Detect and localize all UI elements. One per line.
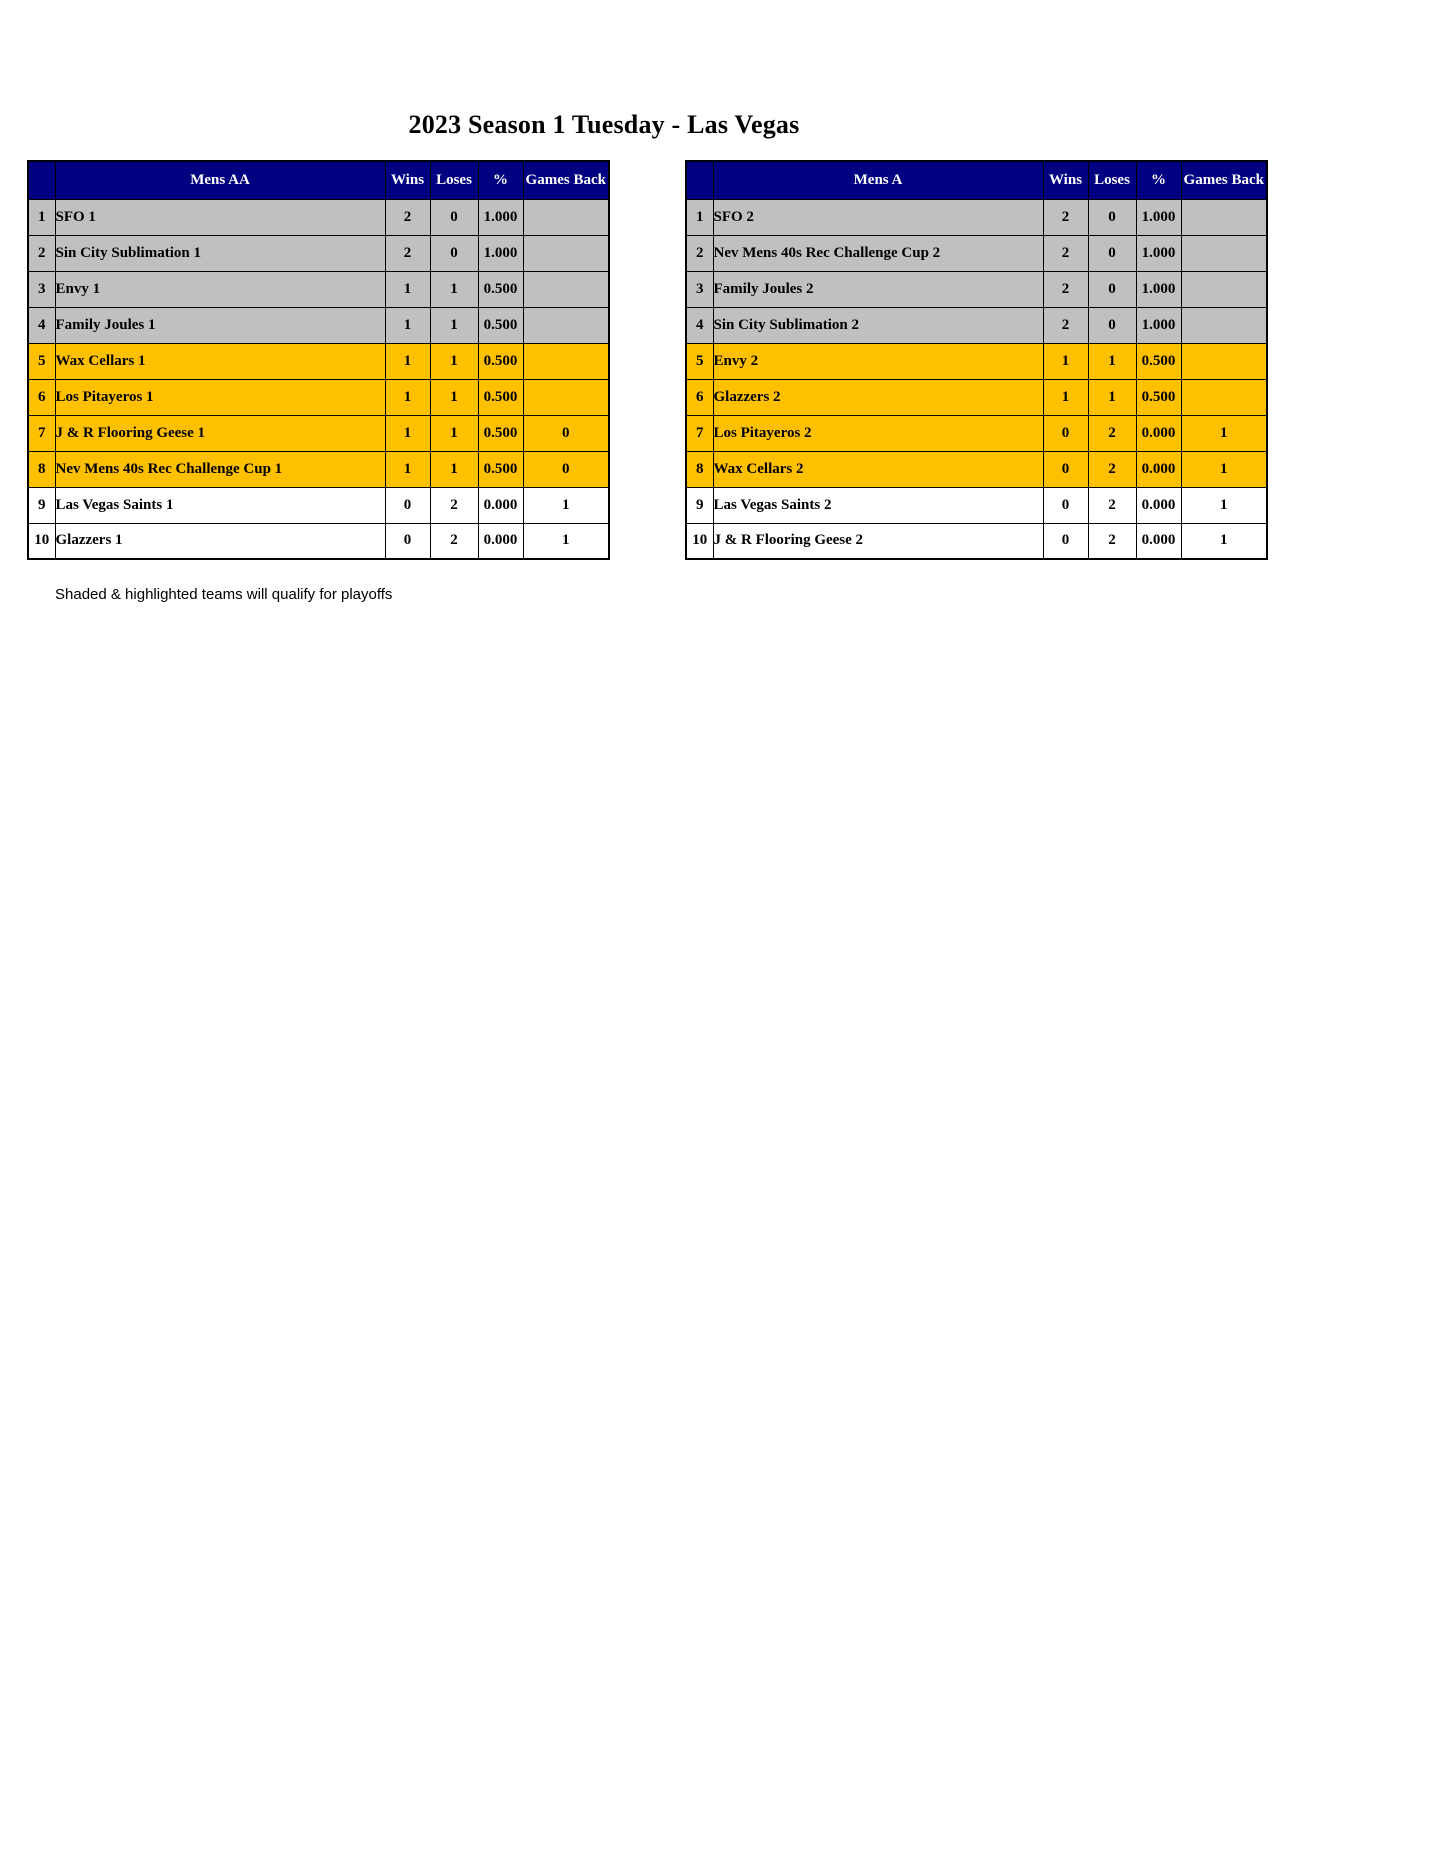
loses-cell: 1: [430, 379, 478, 415]
rank-cell: 5: [686, 343, 713, 379]
team-cell: Los Pitayeros 2: [713, 415, 1043, 451]
wins-cell: 1: [385, 451, 430, 487]
pct-cell: 1.000: [1136, 235, 1181, 271]
wins-header: Wins: [385, 161, 430, 199]
loses-header: Loses: [430, 161, 478, 199]
games-back-cell: [1181, 271, 1267, 307]
pct-cell: 0.500: [1136, 343, 1181, 379]
loses-cell: 0: [1088, 199, 1136, 235]
rank-cell: 1: [28, 199, 55, 235]
wins-cell: 1: [385, 271, 430, 307]
rank-cell: 7: [28, 415, 55, 451]
pct-cell: 0.000: [478, 523, 523, 559]
rank-cell: 6: [28, 379, 55, 415]
games-back-header: Games Back: [523, 161, 609, 199]
pct-cell: 0.500: [1136, 379, 1181, 415]
pct-cell: 0.000: [1136, 523, 1181, 559]
table-row: [28, 487, 609, 523]
team-cell: Nev Mens 40s Rec Challenge Cup 1: [55, 451, 385, 487]
wins-cell: 0: [385, 523, 430, 559]
rank-cell: 8: [28, 451, 55, 487]
table-row: [28, 523, 609, 559]
loses-cell: 2: [1088, 523, 1136, 559]
table-row: [686, 523, 1267, 559]
pct-cell: 0.500: [478, 415, 523, 451]
team-cell: Family Joules 1: [55, 307, 385, 343]
rank-cell: 4: [28, 307, 55, 343]
division-header: Mens AA: [55, 161, 385, 199]
rank-cell: 5: [28, 343, 55, 379]
games-back-cell: [523, 199, 609, 235]
standings-table: [27, 160, 610, 560]
games-back-cell: [523, 271, 609, 307]
wins-cell: 1: [385, 379, 430, 415]
rank-cell: 1: [686, 199, 713, 235]
team-cell: Envy 1: [55, 271, 385, 307]
table-header-row: [686, 161, 1267, 199]
loses-cell: 0: [1088, 235, 1136, 271]
pct-cell: 0.500: [478, 307, 523, 343]
games-back-cell: 1: [1181, 523, 1267, 559]
team-cell: Las Vegas Saints 1: [55, 487, 385, 523]
wins-cell: 0: [1043, 487, 1088, 523]
games-back-cell: [1181, 343, 1267, 379]
games-back-cell: [523, 307, 609, 343]
wins-cell: 1: [385, 343, 430, 379]
pct-cell: 1.000: [478, 199, 523, 235]
standings-table-mens-aa: [27, 160, 610, 560]
games-back-cell: [1181, 235, 1267, 271]
team-cell: Los Pitayeros 1: [55, 379, 385, 415]
wins-cell: 1: [1043, 379, 1088, 415]
games-back-cell: 1: [523, 523, 609, 559]
team-cell: J & R Flooring Geese 1: [55, 415, 385, 451]
team-cell: Glazzers 1: [55, 523, 385, 559]
pct-header: %: [1136, 161, 1181, 199]
wins-cell: 2: [1043, 307, 1088, 343]
games-back-cell: [523, 343, 609, 379]
rank-cell: 8: [686, 451, 713, 487]
pct-cell: 0.500: [478, 271, 523, 307]
playoff-qualification-note: Shaded & highlighted teams will qualify for playoffs: [55, 586, 393, 603]
table-row: [28, 271, 609, 307]
team-cell: Family Joules 2: [713, 271, 1043, 307]
team-cell: Envy 2: [713, 343, 1043, 379]
wins-cell: 1: [385, 415, 430, 451]
division-header: Mens A: [713, 161, 1043, 199]
team-cell: Sin City Sublimation 1: [55, 235, 385, 271]
team-cell: Sin City Sublimation 2: [713, 307, 1043, 343]
games-back-cell: 1: [1181, 451, 1267, 487]
pct-cell: 0.000: [1136, 487, 1181, 523]
loses-cell: 1: [430, 451, 478, 487]
rank-cell: 3: [686, 271, 713, 307]
wins-cell: 0: [1043, 415, 1088, 451]
table-row: [686, 235, 1267, 271]
loses-cell: 1: [430, 343, 478, 379]
team-cell: SFO 2: [713, 199, 1043, 235]
loses-cell: 1: [1088, 343, 1136, 379]
table-row: [686, 271, 1267, 307]
games-back-cell: [1181, 199, 1267, 235]
rank-cell: 9: [28, 487, 55, 523]
wins-cell: 2: [1043, 235, 1088, 271]
table-row: [28, 199, 609, 235]
games-back-cell: 1: [523, 487, 609, 523]
pct-cell: 0.000: [1136, 451, 1181, 487]
table-row: [28, 235, 609, 271]
team-cell: Glazzers 2: [713, 379, 1043, 415]
loses-cell: 1: [430, 415, 478, 451]
wins-cell: 1: [385, 307, 430, 343]
table-row: [686, 307, 1267, 343]
pct-header: %: [478, 161, 523, 199]
wins-cell: 2: [385, 235, 430, 271]
loses-cell: 1: [1088, 379, 1136, 415]
table-row: [686, 379, 1267, 415]
table-row: [686, 343, 1267, 379]
games-back-cell: 0: [523, 415, 609, 451]
games-back-cell: [1181, 379, 1267, 415]
loses-cell: 2: [1088, 487, 1136, 523]
team-cell: Las Vegas Saints 2: [713, 487, 1043, 523]
games-back-cell: [523, 235, 609, 271]
table-row: [686, 451, 1267, 487]
rank-header: [686, 161, 713, 199]
loses-cell: 1: [430, 307, 478, 343]
games-back-cell: 0: [523, 451, 609, 487]
wins-cell: 1: [1043, 343, 1088, 379]
loses-cell: 2: [1088, 415, 1136, 451]
loses-cell: 1: [430, 271, 478, 307]
table-row: [686, 487, 1267, 523]
wins-cell: 2: [1043, 199, 1088, 235]
wins-cell: 2: [1043, 271, 1088, 307]
loses-cell: 0: [1088, 307, 1136, 343]
pct-cell: 0.000: [478, 487, 523, 523]
table-header-row: [28, 161, 609, 199]
loses-cell: 0: [430, 235, 478, 271]
loses-cell: 0: [430, 199, 478, 235]
page-title: 2023 Season 1 Tuesday - Las Vegas: [408, 110, 800, 139]
wins-cell: 2: [385, 199, 430, 235]
games-back-cell: [1181, 307, 1267, 343]
rank-cell: 7: [686, 415, 713, 451]
loses-cell: 2: [430, 487, 478, 523]
table-row: [28, 307, 609, 343]
pct-cell: 0.500: [478, 451, 523, 487]
table-row: [686, 199, 1267, 235]
wins-header: Wins: [1043, 161, 1088, 199]
pct-cell: 0.500: [478, 379, 523, 415]
loses-cell: 2: [1088, 451, 1136, 487]
loses-header: Loses: [1088, 161, 1136, 199]
table-row: [28, 379, 609, 415]
rank-cell: 9: [686, 487, 713, 523]
loses-cell: 0: [1088, 271, 1136, 307]
rank-cell: 3: [28, 271, 55, 307]
wins-cell: 0: [1043, 451, 1088, 487]
wins-cell: 0: [385, 487, 430, 523]
rank-cell: 6: [686, 379, 713, 415]
team-cell: SFO 1: [55, 199, 385, 235]
pct-cell: 1.000: [1136, 307, 1181, 343]
rank-cell: 10: [686, 523, 713, 559]
pct-cell: 0.500: [478, 343, 523, 379]
games-back-cell: 1: [1181, 415, 1267, 451]
team-cell: Wax Cellars 1: [55, 343, 385, 379]
pct-cell: 0.000: [1136, 415, 1181, 451]
pct-cell: 1.000: [1136, 199, 1181, 235]
rank-cell: 2: [28, 235, 55, 271]
standings-table-mens-a: [685, 160, 1268, 560]
table-row: [28, 415, 609, 451]
team-cell: J & R Flooring Geese 2: [713, 523, 1043, 559]
games-back-cell: 1: [1181, 487, 1267, 523]
table-row: [28, 343, 609, 379]
team-cell: Nev Mens 40s Rec Challenge Cup 2: [713, 235, 1043, 271]
games-back-cell: [523, 379, 609, 415]
table-row: [28, 451, 609, 487]
rank-cell: 2: [686, 235, 713, 271]
games-back-header: Games Back: [1181, 161, 1267, 199]
rank-cell: 4: [686, 307, 713, 343]
rank-cell: 10: [28, 523, 55, 559]
pct-cell: 1.000: [478, 235, 523, 271]
wins-cell: 0: [1043, 523, 1088, 559]
loses-cell: 2: [430, 523, 478, 559]
table-row: [686, 415, 1267, 451]
standings-table: [685, 160, 1268, 560]
rank-header: [28, 161, 55, 199]
team-cell: Wax Cellars 2: [713, 451, 1043, 487]
pct-cell: 1.000: [1136, 271, 1181, 307]
